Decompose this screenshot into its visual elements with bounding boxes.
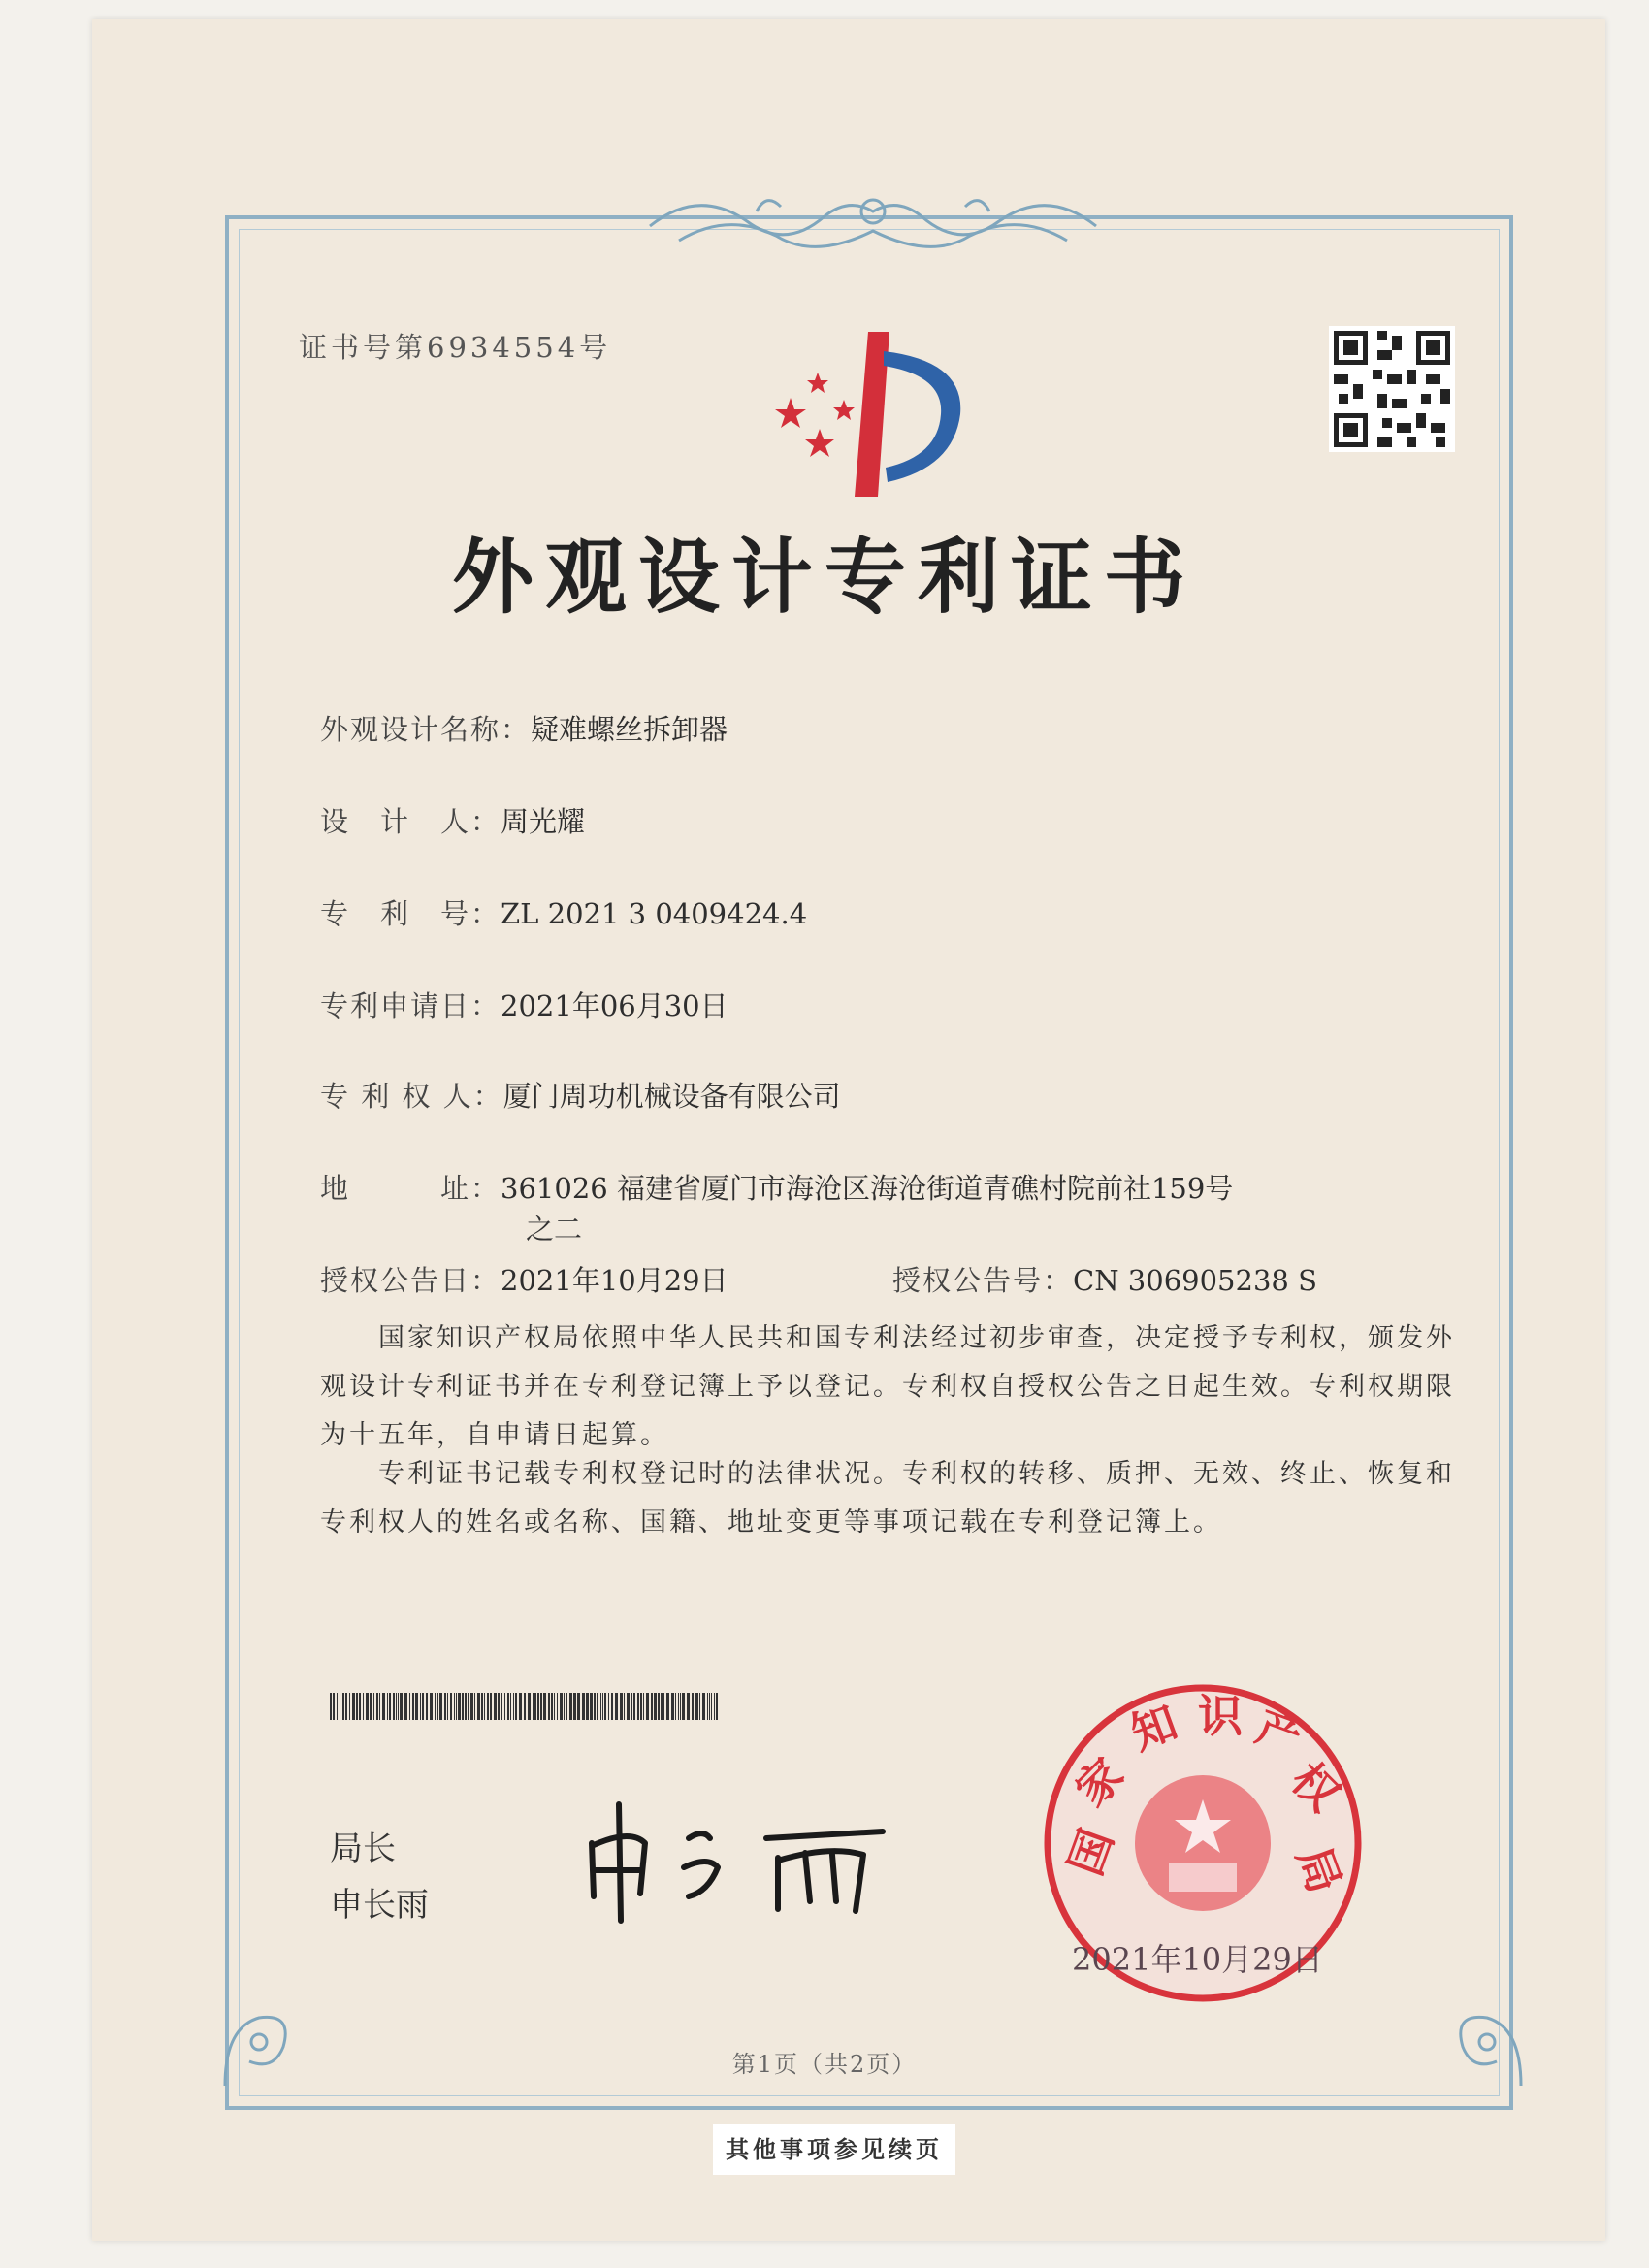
field-value: CN 306905238 S (1073, 1264, 1317, 1297)
field-value: 厦门周功机械设备有限公司 (502, 1080, 841, 1113)
corner-ornament-left-icon (215, 1989, 303, 2095)
top-ornament-icon (640, 182, 1106, 270)
address-line-2: 之二 (526, 1213, 583, 1246)
field-designer (320, 800, 585, 840)
handwritten-signature (572, 1785, 902, 1930)
signatory-title: 局长 (330, 1830, 396, 1868)
svg-text:国: 国 (1058, 1822, 1124, 1883)
signatory-name: 申长雨 (330, 1886, 429, 1925)
field-value: 2021年10月29日 (501, 1264, 728, 1297)
field-value: 疑难螺丝拆卸器 (531, 713, 728, 746)
field-application-date (320, 985, 728, 1024)
corner-ornament-right-icon (1443, 1989, 1531, 2095)
seal-date: 2021年10月29日 (1072, 1941, 1323, 1978)
field-label: 专 利 权 人： (320, 1080, 503, 1113)
paragraph-grant-statement: 国家知识产权局依照中华人民共和国专利法经过初步审查，决定授予专利权，颁发外观设计专利证书并在专利登记簿上予以登记。专利权自授权公告之日起生效。专利权期限为十五年，自申请日起算。 (320, 1323, 1455, 1450)
qr-code-icon (1329, 326, 1455, 452)
barcode-icon (330, 1693, 723, 1720)
field-address (320, 1167, 1233, 1207)
page-number: 第1页（共2页） (731, 2051, 918, 2078)
svg-text:权: 权 (1280, 1752, 1350, 1822)
field-label: 外观设计名称： (320, 713, 532, 746)
field-label: 授权公告号： (892, 1264, 1074, 1297)
field-patent-number (320, 892, 807, 932)
field-patentee (320, 1075, 841, 1115)
paragraph-legal-status: 专利证书记载专利权登记时的法律状况。专利权的转移、质押、无效、终止、恢复和专利权人的姓名或名称、国籍、地址变更等事项记载在专利登记簿上。 (320, 1459, 1455, 1538)
field-label: 地 址： (320, 1172, 501, 1205)
document-title: 外观设计专利证书 (451, 530, 1197, 625)
field-value: 2021年06月30日 (501, 989, 728, 1022)
svg-text:知: 知 (1123, 1695, 1184, 1761)
field-value: ZL 2021 3 0409424.4 (501, 897, 808, 930)
svg-text:产: 产 (1249, 1700, 1310, 1765)
certificate-number: 证书号第6934554号 (299, 331, 612, 364)
field-label: 授权公告日： (320, 1264, 501, 1297)
field-label: 专利申请日： (320, 989, 501, 1022)
continued-note: 其他事项参见续页 (713, 2124, 955, 2175)
svg-text:局: 局 (1286, 1839, 1352, 1900)
cnipa-logo-icon (761, 322, 985, 506)
field-label: 设 计 人： (320, 805, 501, 838)
field-label: 专 利 号： (320, 897, 501, 930)
address-line-1: 361026 福建省厦门市海沧区海沧街道青礁村院前社159号 (501, 1172, 1234, 1205)
svg-text:识: 识 (1198, 1690, 1243, 1742)
field-value: 周光耀 (501, 805, 586, 838)
field-announcement-number (892, 1259, 1317, 1299)
field-announcement-date (320, 1259, 728, 1299)
field-design-name (320, 708, 728, 748)
svg-text:家: 家 (1065, 1747, 1134, 1817)
